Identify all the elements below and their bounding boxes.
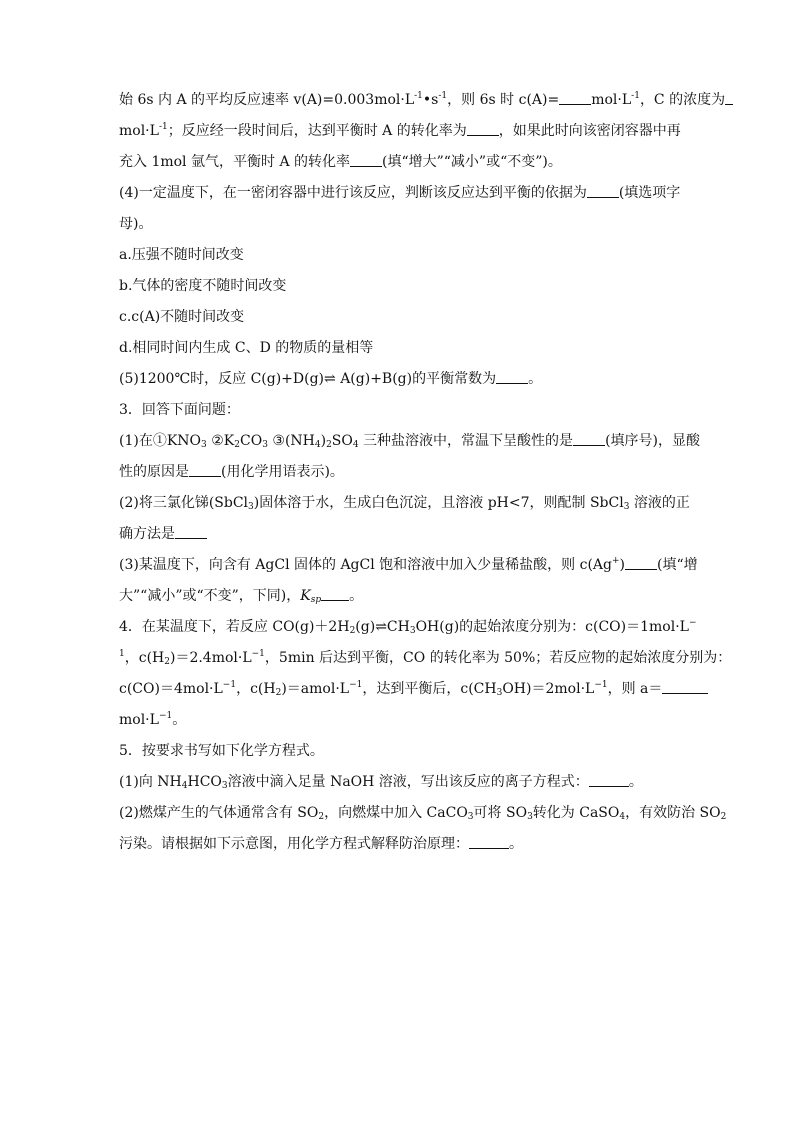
option-d: d.相同时间内生成 C、D 的物质的量相等 (119, 340, 374, 356)
q2-4-line-1: (4)一定温度下，在一密闭容器中进行该反应，判断该反应达到平衡的依据为 (填选项字 (119, 185, 681, 201)
q2-4-line-2: 母)。 (119, 216, 153, 232)
q5-title: 5．按要求书写如下化学方程式。 (119, 743, 324, 759)
answer-blank (725, 90, 733, 105)
q2-line-3: 充入 1mol 氩气，平衡时 A 的转化率 (填“增大”“减小”或“不变”)。 (119, 154, 562, 170)
option-a: a.压强不随时间改变 (119, 247, 244, 263)
option-c: c.c(A)不随时间改变 (119, 309, 245, 325)
equilibrium-arrow: ⇌ (324, 371, 336, 387)
q4-line-3: $c(CO)=4mol\cdot L^{-1}$，$c(H_2)=amol\cdot L^{-1}$，达到平衡后，$c(CH_3OH)=2mol\cdot L^{-1}$，则 a＝ (119, 674, 689, 705)
q3-1-line-2: 性的原因是 (用化学用语表示)。 (119, 464, 344, 480)
q5-2-line-2: 污染。请根据如下示意图，用化学方程式解释防治原理： 。 (119, 836, 523, 852)
q3-3-line-1: (3)某温度下，向含有 AgCl 固体的 AgCl 饱和溶液中加入少量稀盐酸，则 c(Ag+) (填“增 (119, 556, 698, 573)
answer-blank (662, 679, 708, 694)
answer-blank (467, 121, 499, 136)
answer-blank (587, 183, 619, 198)
answer-blank (559, 90, 591, 105)
answer-blank (573, 431, 605, 446)
answer-blank (496, 369, 528, 384)
q2-line-2: $mol\cdot L^{-1}$；反应经一段时间后，达到平衡时 A 的转化率为 ，如果此时向该密闭容器中再 (119, 122, 681, 139)
equilibrium-arrow: ⇌ (375, 619, 387, 635)
q3-1-line-1: (1)在$①KNO_3$ $②K_2CO_3$ $③(NH_4)_2SO_4$ 三种盐溶液中，常温下呈酸性的是 (填序号)，显酸 (119, 433, 700, 450)
answer-blank (469, 834, 509, 849)
q2-line-1: 始 6s 内 A 的平均反应速率 $v(A)=0.003mol\cdot L^{-1}•s^{-1}$，则 6s 时 $c(A)= mol\cdot L^{-1}$，C 的浓度为 (119, 85, 689, 116)
answer-blank (321, 586, 349, 601)
q4-line-2: $^1$，$c(H_2)=2.4mol\cdot L^{-1}$，5min 后达到平衡，CO 的转化率为 50%；若反应物的起始浓度分别为： (119, 649, 732, 667)
answer-blank (189, 462, 221, 477)
q4-line-4: $mol\cdot L^{-1}$。 (119, 711, 187, 728)
q3-title: 3．回答下面问题： (119, 402, 240, 418)
q2-5-line: (5)1200℃时，反应 C(g)+D(g)⇌ A(g)+B(g)的平衡常数为 。 (119, 371, 543, 387)
answer-blank (350, 152, 382, 167)
q5-2-line-1: (2)燃煤产生的气体通常含有 $SO_2$，向燃煤中加入 CaCO$_3$可将 $SO_3$转化为 CaSO$_4$，有效防治 $SO_2$ (119, 805, 727, 822)
answer-blank (175, 524, 207, 539)
q3-3-line-2: 大”“减小”或“不变”，下同)，$K_{sp}$ 。 (119, 588, 364, 605)
option-b: b.气体的密度不随时间改变 (119, 278, 287, 294)
q5-1-line: (1)向 $NH_4HCO_3$溶液中滴入足量 NaOH 溶液，写出该反应的离子方程式： 。 (119, 774, 643, 791)
document-body (119, 85, 732, 860)
q3-2-line-2: 确方法是 (119, 519, 689, 550)
answer-blank (625, 555, 657, 570)
q3-2-line-1: (2)将三氯化锑(SbCl$_3$)固体溶于水，生成白色沉淀，且溶液 pH<7，则配制 SbCl$_3$ 溶液的正 (119, 495, 690, 512)
answer-blank (589, 772, 629, 787)
q4-line-1: 4．在某温度下，若反应 $CO(g)+2H_2(g)\rightleftharpoons CH_3OH(g)$的起始浓度分别为：c(CO)＝1mol·L− (119, 618, 697, 636)
